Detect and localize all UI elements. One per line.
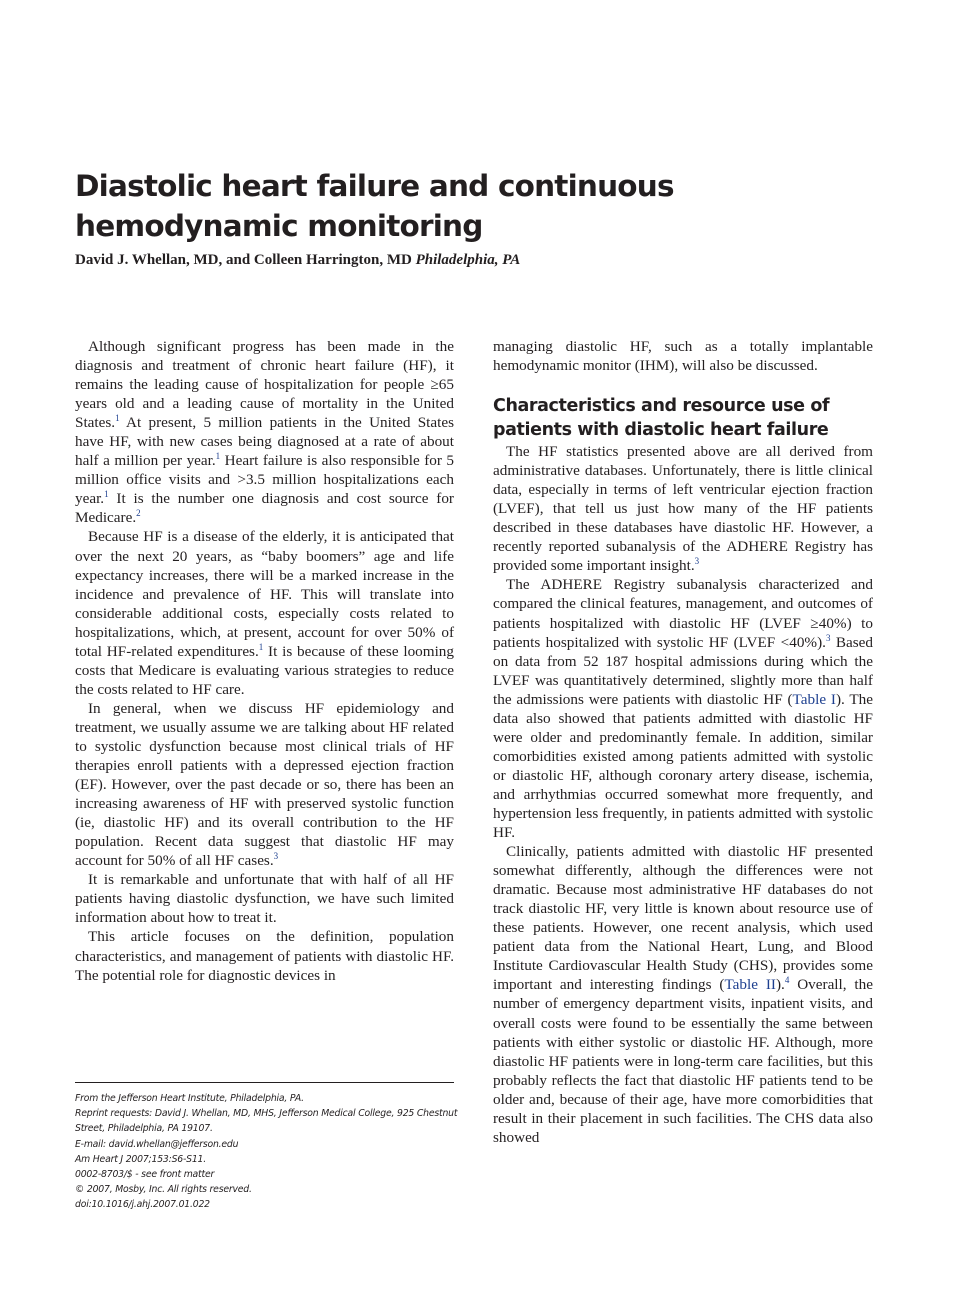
paragraph: This article focuses on the definition, population characteristics, and management of patients with diastolic HF. The potential role for diagnostic devices in <box>75 928 454 984</box>
reference-link[interactable]: 3 <box>825 632 831 643</box>
footnote-reprint-address: Street, Philadelphia, PA 19107. <box>75 1123 213 1135</box>
paragraph: Clinically, patients admitted with diastolic HF presented somewhat differently, although the differences were not dramatic. Because most administrative HF databases do not track diastolic HF, very little is known about resource use of these patients. However, one recent analysis, which used patient data from the National Heart, Lung, and Blood Institute Cardiovascular Health Study (CHS), provides some important and interesting findings (Table II).$^4$ Overall, the number of emergency department visits, inpatient visits, and overall costs were found to be essentially the same between patients with either systolic or diastolic HF. Although, more diastolic HF patients were in long-term care facilities, but this probably reflects the fact that diastolic HF patients tend to be older and, because of their age, have more comorbidities that result in their placement in such facilities. The CHS data also showed <box>493 843 873 1146</box>
reference-link[interactable]: 1 <box>258 641 264 652</box>
table-link[interactable]: Table I <box>792 690 836 708</box>
left-column <box>75 337 454 985</box>
paragraph: In general, when we discuss HF epidemiology and treatment, we usually assume we are talking about HF related to systolic dysfunction because most clinical trials of HF therapies enroll patients with a depressed ejection fraction (EF). However, over the past decade or so, there has been an increasing awareness of HF with preserved systolic function (ie, diastolic HF) and its overall contribution to the HF population. Recent data suggest that diastolic HF may account for 50% of all HF cases.$^3$ <box>75 699 454 870</box>
reference-link[interactable]: 3 <box>273 851 279 862</box>
footnote-citation: Am Heart J 2007;153:S6-S11. <box>75 1153 207 1165</box>
paragraph: managing diastolic HF, such as a totally implantable hemodynamic monitor (IHM), will also be discussed. <box>493 338 873 375</box>
authors: David J. Whellan, MD, and Colleen Harrington, MD <box>75 252 412 268</box>
author-line <box>75 252 520 269</box>
reference-link[interactable]: 3 <box>694 556 700 567</box>
footnote-divider <box>75 1082 454 1083</box>
reference-link[interactable]: 1 <box>115 413 120 424</box>
paragraph: Although significant progress has been made in the diagnosis and treatment of chronic heart failure (HF), it remains the leading cause of hospitalization for people ≥65 years old and a leading cause of mortality in the United States.$^1$ At present, 5 million patients in the United States have HF, with new cases being diagnosed at a rate of about half a million per year.$^1$ Heart failure is also responsible for 5 million office visits and >3.5 million hospitalizations each year.$^1$ It is the number one diagnosis and cost source for Medicare.$^2$ <box>75 338 455 527</box>
section-heading: Characteristics and resource use of patients with diastolic heart failure <box>493 396 830 441</box>
paragraph: The HF statistics presented above are all derived from administrative databases. Unfortunately, there is little clinical data, especially in terms of left ventricular ejection fraction (LVEF), that tell us just how many of the HF patients described in these databases have diastolic HF. However, a recently reported subanalysis of the ADHERE Registry has provided some important insight.$^3$ <box>493 443 873 575</box>
footnote-doi[interactable]: doi:10.1016/j.ahj.2007.01.022 <box>75 1199 210 1211</box>
paragraph: Because HF is a disease of the elderly, it is anticipated that over the next 20 years, as “baby boomers” age and life expectancy increases, there will be a marked increase in the incidence and prevalence of HF. This will translate into considerable additional costs, especially costs related to hospitalizations, which, at present, account for over 50% of total HF-related expenditures.$^1$ It is because of these looming costs that Medicare is evaluating various strategies to reduce the costs related to HF care. <box>75 528 454 698</box>
footnote-reprint: Reprint requests: David J. Whellan, MD, MHS, Jefferson Medical College, 925 Chestnut <box>75 1108 458 1120</box>
footnote-email[interactable]: E-mail: david.whellan@jefferson.edu <box>75 1138 239 1150</box>
table-link[interactable]: Table II <box>724 976 776 994</box>
article-title: Diastolic heart failure and continuous hemodynamic monitoring <box>75 169 674 243</box>
reference-link[interactable]: 1 <box>215 451 221 462</box>
footnotes <box>75 1091 460 1213</box>
reference-link[interactable]: 1 <box>104 489 109 500</box>
footnote-institute: From the Jefferson Heart Institute, Philadelphia, PA. <box>75 1093 304 1104</box>
footnote-issn: 0002-8703/$ - see front matter <box>75 1169 215 1181</box>
paragraph: It is remarkable and unfortunate that with half of all HF patients having diastolic dysfunction, we have such limited information about how to treat it. <box>75 871 454 927</box>
reference-link[interactable]: 2 <box>136 508 141 519</box>
paragraph: The ADHERE Registry subanalysis characterized and compared the clinical features, management, and outcomes of patients hospitalized with diastolic HF (LVEF ≥40%) to patients hospitalized with systolic HF (LVEF <40%).$^3$ Based on data from 52 187 hospital admissions during which the LVEF was quantitatively determined, slightly more than half the admissions were patients with diastolic HF (Table I). The data also showed that patients admitted with diastolic HF were older and predominantly female. In addition, similar comorbidities existed among patients admitted with systolic or diastolic HF, although coronary artery disease, ischemia, and arrhythmias occurred somewhat more frequently, and hypertension less frequently, in patients admitted with systolic HF. <box>493 576 873 842</box>
right-column <box>493 337 873 1147</box>
author-location: Philadelphia, PA <box>415 252 521 268</box>
footnote-copyright: © 2007, Mosby, Inc. All rights reserved. <box>75 1184 252 1196</box>
reference-link[interactable]: 4 <box>784 975 790 986</box>
